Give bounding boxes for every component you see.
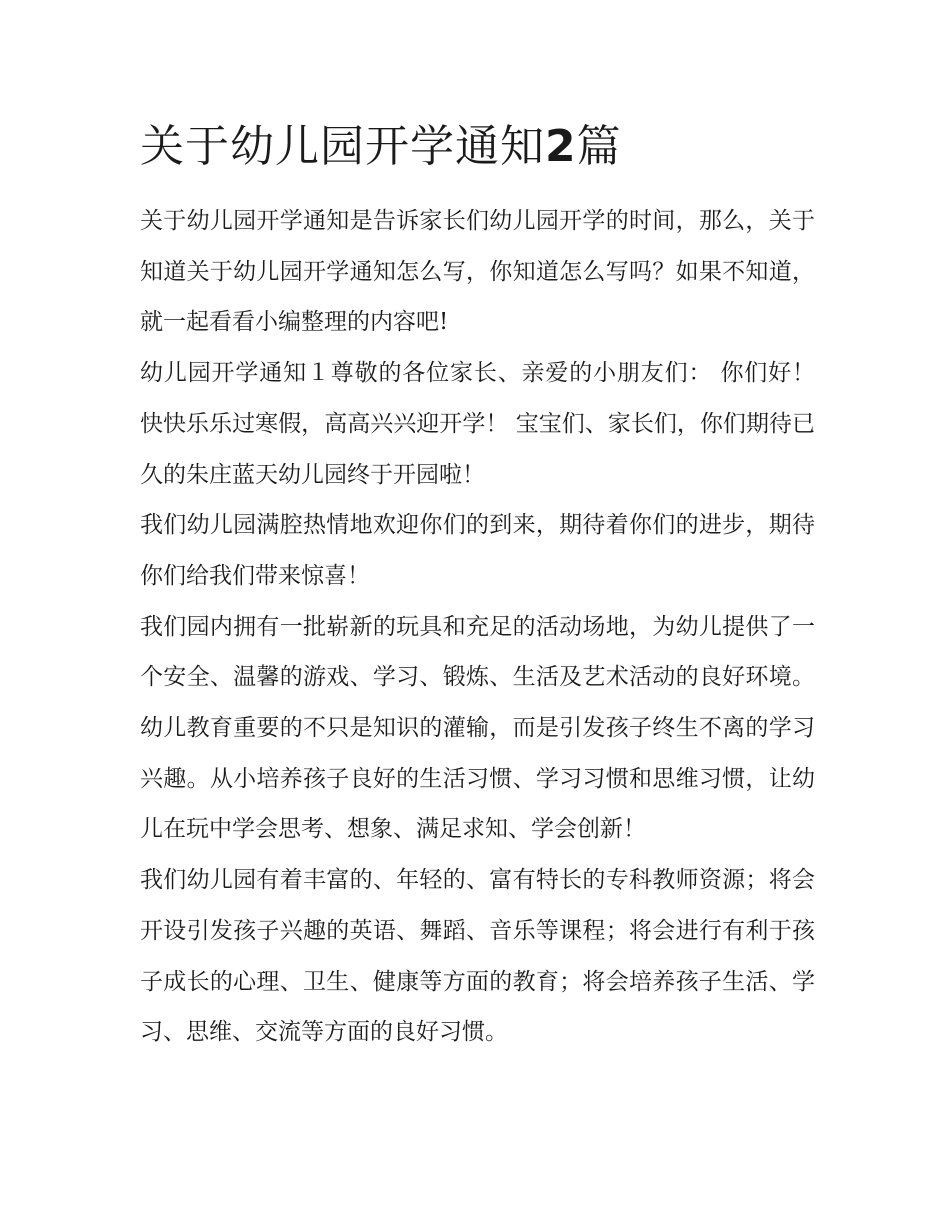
document-title (140, 112, 815, 182)
title-number: 2 (545, 121, 577, 172)
facilities-paragraph: 我们园内拥有一批崭新的玩具和充足的活动场地，为幼儿提供了一个安全、温馨的游戏、学习、锻炼、生活及艺术活动的良好环境。幼儿教育重要的不只是知识的灌输，而是引发孩子终生不离的学习兴趣。从小培养孩子良好的生活习惯、学习习惯和思维习惯，让幼儿在玩中学会思考、想象、满足求知、学会创新！ (140, 613, 815, 843)
title-text: 关于幼儿园开学通知 (140, 121, 545, 172)
intro-paragraph: 关于幼儿园开学通知是告诉家长们幼儿园开学的时间，那么，关于知道关于幼儿园开学通知怎么写，你知道怎么写吗？如果不知道，就一起看看小编整理的内容吧! (140, 208, 815, 336)
greeting-paragraph: 幼儿园开学通知１尊敬的各位家长、亲爱的小朋友们： 你们好！ 快快乐乐过寒假，高高兴兴迎开学！ 宝宝们、家长们，你们期待已久的朱庄蓝天幼儿园终于开园啦！ (140, 360, 815, 488)
teachers-paragraph: 我们幼儿园有着丰富的、年轻的、富有特长的专科教师资源；将会开设引发孩子兴趣的英语、舞蹈、音乐等课程；将会进行有利于孩子成长的心理、卫生、健康等方面的教育；将会培养孩子生活、学习、思维、交流等方面的良好习惯。 (140, 867, 815, 1046)
welcome-paragraph: 我们幼儿园满腔热情地欢迎你们的到来，期待着你们的进步，期待你们给我们带来惊喜！ (140, 512, 815, 589)
title-suffix: 篇 (576, 121, 622, 172)
document-page (140, 112, 815, 1058)
